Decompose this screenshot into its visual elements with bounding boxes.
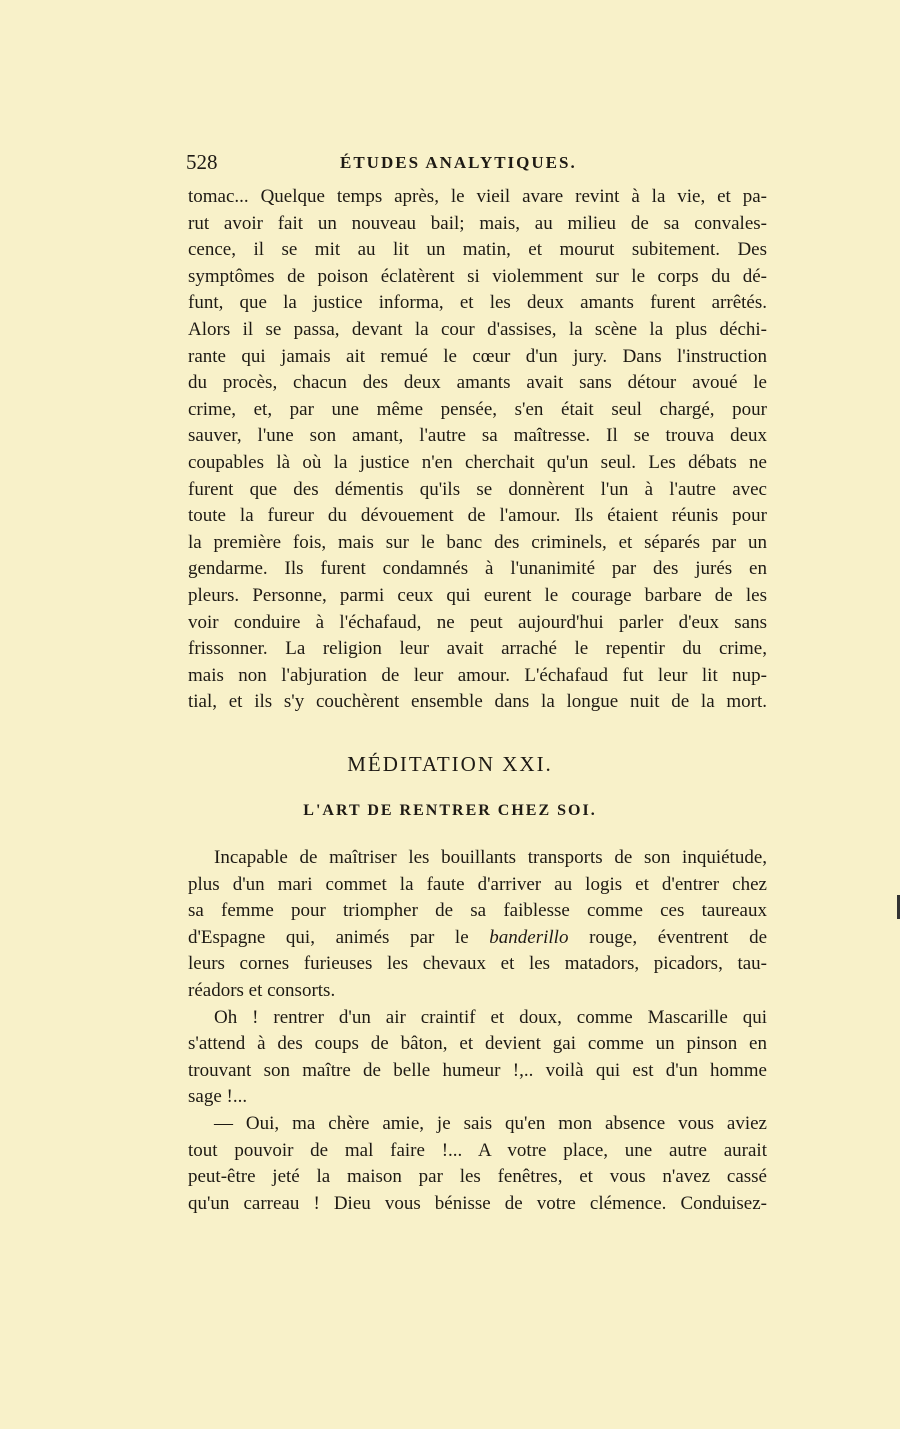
text-line: Alors il se passa, devant la cour d'assises, la scène la plus déchi- <box>188 318 767 340</box>
text-line: sauver, l'une son amant, l'autre sa maîtresse. Il se trouva deux <box>188 425 767 447</box>
text-line: voir conduire à l'échafaud, ne peut aujourd'hui parler d'eux sans <box>188 611 767 633</box>
text-line: Oh ! rentrer d'un air craintif et doux, comme Mascarille qui <box>214 1006 767 1028</box>
text-segment: rouge, éventrent de <box>568 926 768 948</box>
text-line: plus d'un mari commet la faute d'arriver au logis et d'entrer chez <box>188 873 767 895</box>
text-line: furent que des démentis qu'ils se donnèrent l'un à l'autre avec <box>188 478 767 500</box>
page-number: 528 <box>186 150 218 174</box>
text-line: tomac... Quelque temps après, le vieil avare revint à la vie, et pa- <box>188 186 767 207</box>
text-line: sage !... <box>188 1086 248 1108</box>
text-line: Incapable de maîtriser les bouillants transports de son inquiétude, <box>214 847 767 868</box>
text-line: rante qui jamais ait remué le cœur d'un jury. Dans l'instruction <box>188 345 767 367</box>
text-line: tial, et ils s'y couchèrent ensemble dans la longue nuit de la mort. <box>188 691 767 713</box>
text-line: cence, il se mit au lit un matin, et mourut subitement. Des <box>188 239 767 261</box>
chapter-subtitle: L'ART DE RENTRER CHEZ SOI. <box>303 802 597 819</box>
text-line: coupables là où la justice n'en cherchait qu'un seul. Les débats ne <box>188 451 767 473</box>
running-head: ÉTUDES ANALYTIQUES. <box>340 153 577 172</box>
text-line: sa femme pour triompher de sa faiblesse comme ces taureaux <box>188 900 767 922</box>
text-line: peut-être jeté la maison par les fenêtres, et vous n'avez cassé <box>188 1166 767 1188</box>
text-line: rut avoir fait un nouveau bail; mais, au milieu de sa convales- <box>188 212 767 234</box>
text-line: toute la fureur du dévouement de l'amour. Ils étaient réunis pour <box>188 505 767 527</box>
text-line: du procès, chacun des deux amants avait sans détour avoué le <box>188 372 767 394</box>
text-line: gendarme. Ils furent condamnés à l'unanimité par des jurés en <box>188 558 767 580</box>
text-line: symptômes de poison éclatèrent si violemment sur le corps du dé- <box>188 265 767 287</box>
text-line: s'attend à des coups de bâton, et devient gai comme un pinson en <box>188 1033 767 1055</box>
text-line: la première fois, mais sur le banc des criminels, et séparés par un <box>188 531 767 553</box>
text-line: trouvant son maître de belle humeur !,.. voilà qui est d'un homme <box>188 1059 767 1081</box>
body-text-block-1 <box>188 184 767 716</box>
text-line: leurs cornes furieuses les chevaux et les matadors, picadors, tau- <box>188 953 767 975</box>
text-line: funt, que la justice informa, et les deux amants furent arrêtés. <box>188 292 767 314</box>
text-line: qu'un carreau ! Dieu vous bénisse de votre clémence. Conduisez- <box>188 1192 767 1214</box>
text-segment: d'Espagne qui, animés par le <box>188 926 490 948</box>
text-line: crime, et, par une même pensée, s'en était seul chargé, pour <box>188 398 767 420</box>
chapter-title: MÉDITATION XXI. <box>347 752 553 776</box>
text-line: tout pouvoir de mal faire !... A votre place, une autre aurait <box>188 1139 767 1161</box>
text-line: mais non l'abjuration de leur amour. L'échafaud fut leur lit nup- <box>188 664 767 686</box>
italic-word: banderillo <box>489 926 569 948</box>
text-line: frissonner. La religion leur avait arraché le repentir du crime, <box>188 638 767 660</box>
text-line: pleurs. Personne, parmi ceux qui eurent le courage barbare de les <box>188 584 767 606</box>
body-text-block-2 <box>188 845 767 1217</box>
text-line: réadors et consorts. <box>188 979 336 1001</box>
text-line: — Oui, ma chère amie, je sais qu'en mon absence vous aviez <box>214 1112 767 1134</box>
text-line <box>188 925 767 952</box>
